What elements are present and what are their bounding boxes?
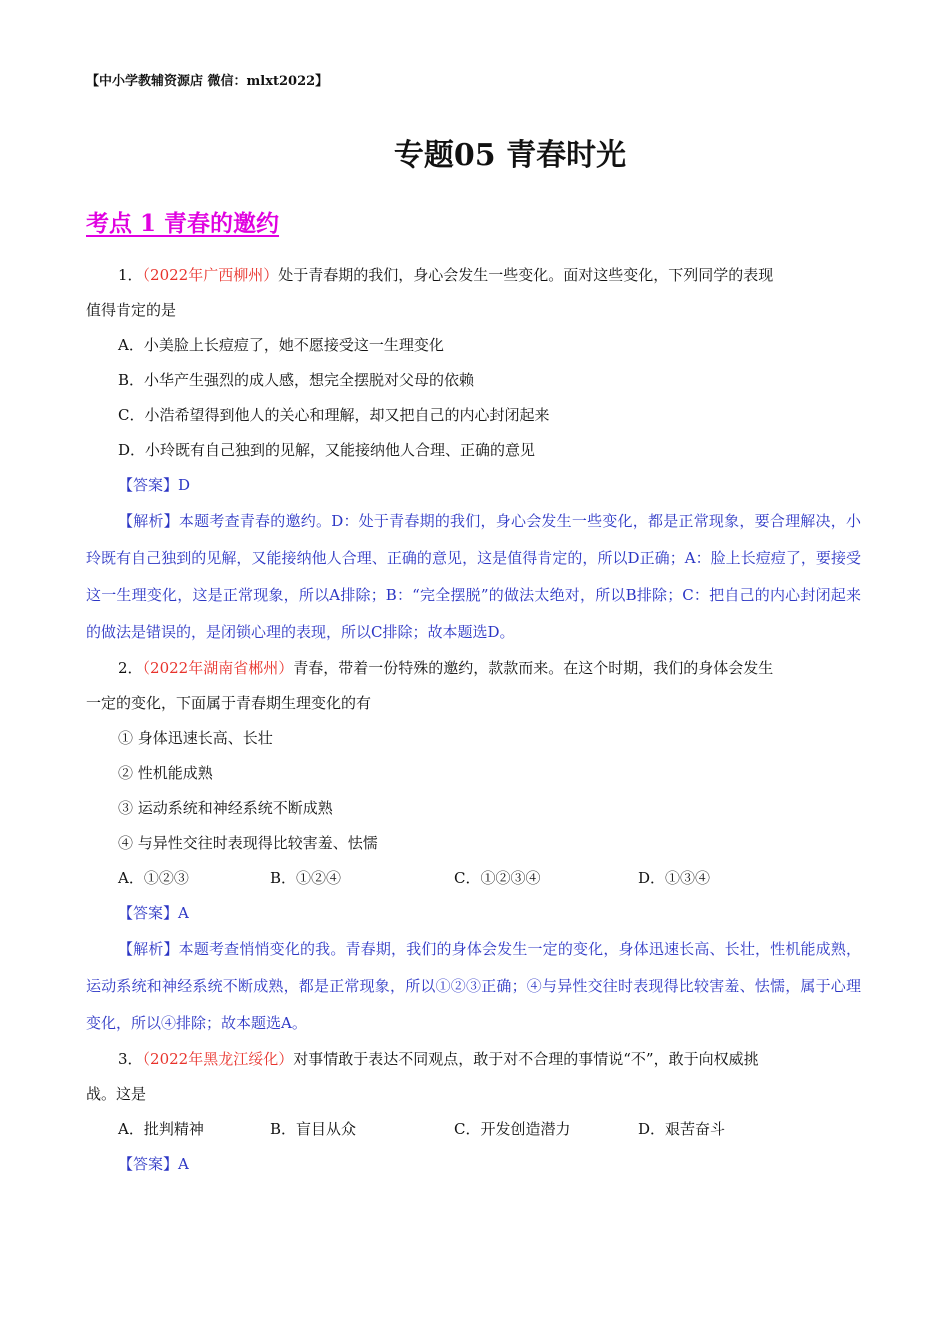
option-a: A．批判精神: [118, 1120, 204, 1138]
analysis: 【解析】本题考查悄悄变化的我。青春期，我们的身体会发生一定的变化，身体迅速长高、长壮，性机能成熟，运动系统和神经系统不断成熟，都是正常现象，所以①②③正确；④与异性交往时表现得比较害羞、怯懦，属于心理变化，所以④排除；故本题选A。: [86, 940, 861, 1032]
option-c: C．小浩希望得到他人的关心和理解，却又把自己的内心封闭起来: [118, 406, 550, 424]
question-1-stem-cont: 值得肯定的是: [86, 301, 177, 319]
store-header: 【中小学教辅资源店 微信：mlxt2022】: [86, 74, 329, 89]
question-1-stem: [86, 258, 861, 293]
statement-item: ③ 运动系统和神经系统不断成熟: [118, 799, 333, 817]
statement-item: ④ 与异性交往时表现得比较害羞、怯懦: [118, 834, 378, 852]
question-source: （2022年黑龙江绥化）: [142, 1050, 294, 1068]
statement-item: ② 性机能成熟: [118, 764, 213, 782]
option-d: D．小玲既有自己独到的见解，又能接纳他人合理、正确的意见: [118, 441, 536, 459]
option-b: B．盲目从众: [270, 1120, 357, 1138]
question-text: 对事情敢于表达不同观点，敢于对不合理的事情说“不”，敢于向权威挑: [293, 1050, 759, 1068]
section-heading: 考点 1 青春的邀约: [86, 210, 280, 237]
option-a: A．①②③: [118, 869, 189, 887]
question-2-stem: [86, 651, 861, 686]
options-row: [86, 861, 861, 896]
question-2-stem-cont: 一定的变化，下面属于青春期生理变化的有: [86, 694, 372, 712]
option-c: C．①②③④: [454, 869, 541, 887]
content-body: [86, 258, 861, 1182]
page-title: 专题05 青春时光: [393, 138, 627, 173]
question-source: （2022年湖南省郴州）: [142, 659, 294, 677]
question-3-stem-cont: 战。这是: [86, 1085, 147, 1103]
option-a: A．小美脸上长痘痘了，她不愿接受这一生理变化: [118, 336, 444, 354]
option-b: B．①②④: [270, 869, 342, 887]
option-d: D．①③④: [638, 869, 711, 887]
question-source: （2022年广西柳州）: [142, 266, 279, 284]
answer: 【答案】D: [118, 476, 191, 494]
question-text: 青春，带着一份特殊的邀约，款款而来。在这个时期，我们的身体会发生: [293, 659, 774, 677]
options-row: [86, 1112, 861, 1147]
question-number: 1．: [118, 266, 143, 284]
analysis: 【解析】本题考查青春的邀约。D：处于青春期的我们，身心会发生一些变化，都是正常现象，要合理解决，小玲既有自己独到的见解，又能接纳他人合理、正确的意见，这是值得肯定的，所以D正确；A：脸上长痘痘了，要接受这一生理变化，这是正常现象，所以A排除；B：“完全摆脱”的做法太绝对，所以B排除；C：把自己的内心封闭起来的做法是错误的，是闭锁心理的表现，所以C排除；故本题选D。: [86, 512, 861, 641]
option-c: C．开发创造潜力: [454, 1120, 571, 1138]
question-number: 2．: [118, 659, 143, 677]
option-d: D．艰苦奋斗: [638, 1120, 726, 1138]
question-3-stem: [86, 1042, 861, 1077]
answer: 【答案】A: [118, 1155, 189, 1173]
question-number: 3．: [118, 1050, 143, 1068]
statement-item: ① 身体迅速长高、长壮: [118, 729, 273, 747]
answer: 【答案】A: [118, 904, 189, 922]
option-b: B．小华产生强烈的成人感，想完全摆脱对父母的依赖: [118, 371, 475, 389]
question-text: 处于青春期的我们，身心会发生一些变化。面对这些变化，下列同学的表现: [278, 266, 774, 284]
